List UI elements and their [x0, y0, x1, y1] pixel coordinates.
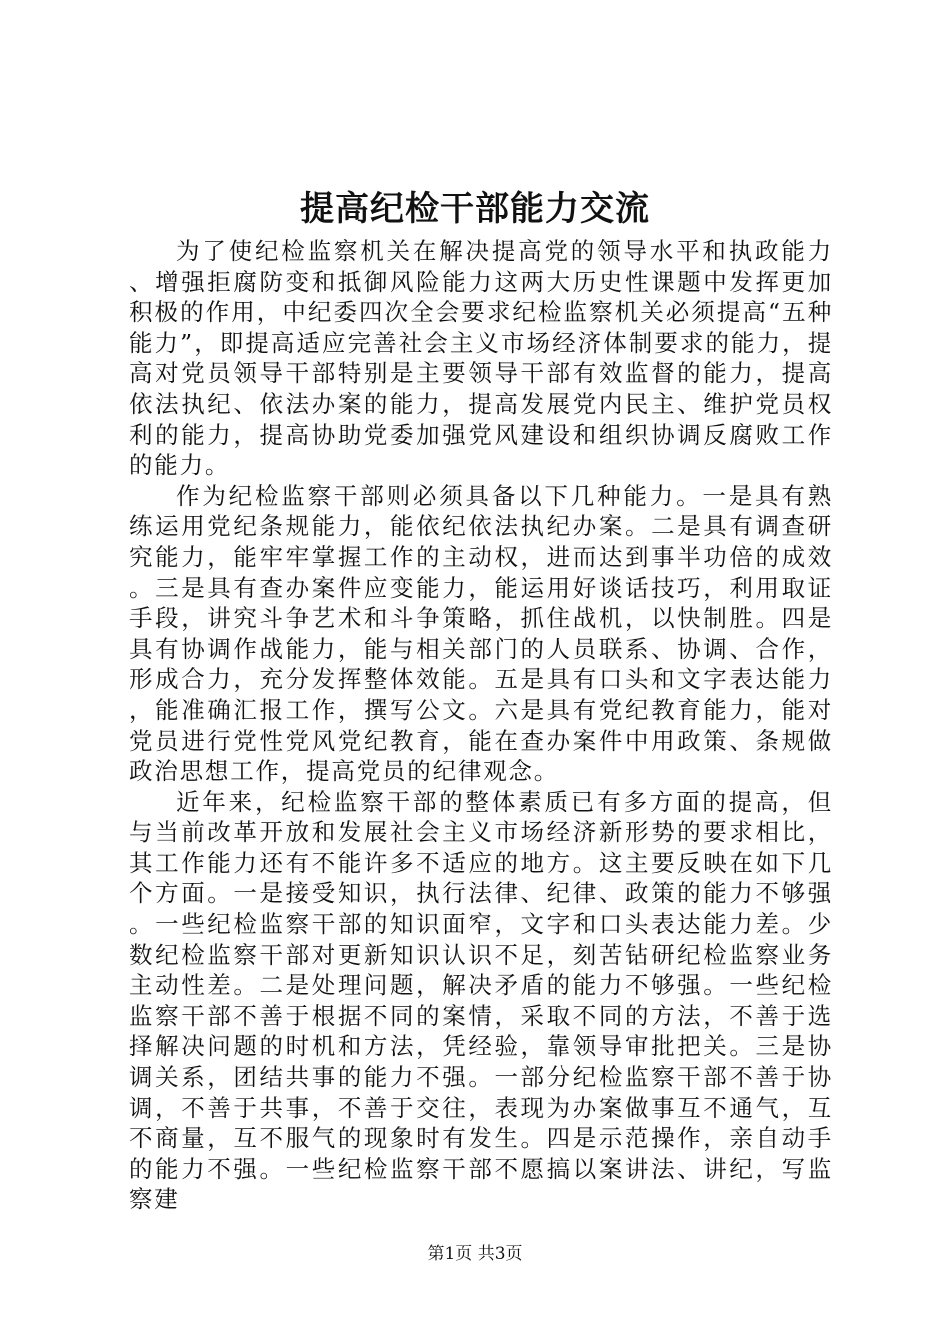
- paragraph: 为了使纪检监察机关在解决提高党的领导水平和执政能力、增强拒腐防变和抵御风险能力这两大历史性课题中发挥更加积极的作用，中纪委四次全会要求纪检监察机关必须提高“五种能力”，即提高适应完善社会主义市场经济体制要求的能力，提高对党员领导干部特别是主要领导干部有效监督的能力，提高依法执纪、依法办案的能力，提高发展党内民主、维护党员权利的能力，提高协助党委加强党风建设和组织协调反腐败工作的能力。: [129, 237, 833, 480]
- page-number-footer: 第1页 共3页: [427, 1244, 523, 1264]
- paragraph: 作为纪检监察干部则必须具备以下几种能力。一是具有熟练运用党纪条规能力，能依纪依法执纪办案。二是具有调查研究能力，能牢牢掌握工作的主动权，进而达到事半功倍的成效。三是具有查办案件应变能力，能运用好谈话技巧，利用取证手段，讲究斗争艺术和斗争策略，抓住战机，以快制胜。四是具有协调作战能力，能与相关部门的人员联系、协调、合作，形成合力，充分发挥整体效能。五是具有口头和文字表达能力，能准确汇报工作，撰写公文。六是具有党纪教育能力，能对党员进行党性党风党纪教育，能在查办案件中用政策、条规做政治思想工作，提高党员的纪律观念。: [129, 481, 833, 786]
- paragraph: 近年来，纪检监察干部的整体素质已有多方面的提高，但与当前改革开放和发展社会主义市场经济新形势的要求相比，其工作能力还有不能许多不适应的地方。这主要反映在如下几个方面。一是接受知识，执行法律、纪律、政策的能力不够强。一些纪检监察干部的知识面窄，文字和口头表达能力差。少数纪检监察干部对更新知识认识不足，刻苦钻研纪检监察业务主动性差。二是处理问题，解决矛盾的能力不够强。一些纪检监察干部不善于根据不同的案情，采取不同的方法，不善于选择解决问题的时机和方法，凭经验，靠领导审批把关。三是协调关系，团结共事的能力不强。一部分纪检监察干部不善于协调，不善于共事，不善于交往，表现为办案做事互不通气，互不商量，互不服气的现象时有发生。四是示范操作，亲自动手的能力不强。一些纪检监察干部不愿搞以案讲法、讲纪，写监察建: [129, 787, 833, 1214]
- document-title: 提高纪检干部能力交流: [300, 189, 650, 229]
- document-body: [129, 236, 833, 1215]
